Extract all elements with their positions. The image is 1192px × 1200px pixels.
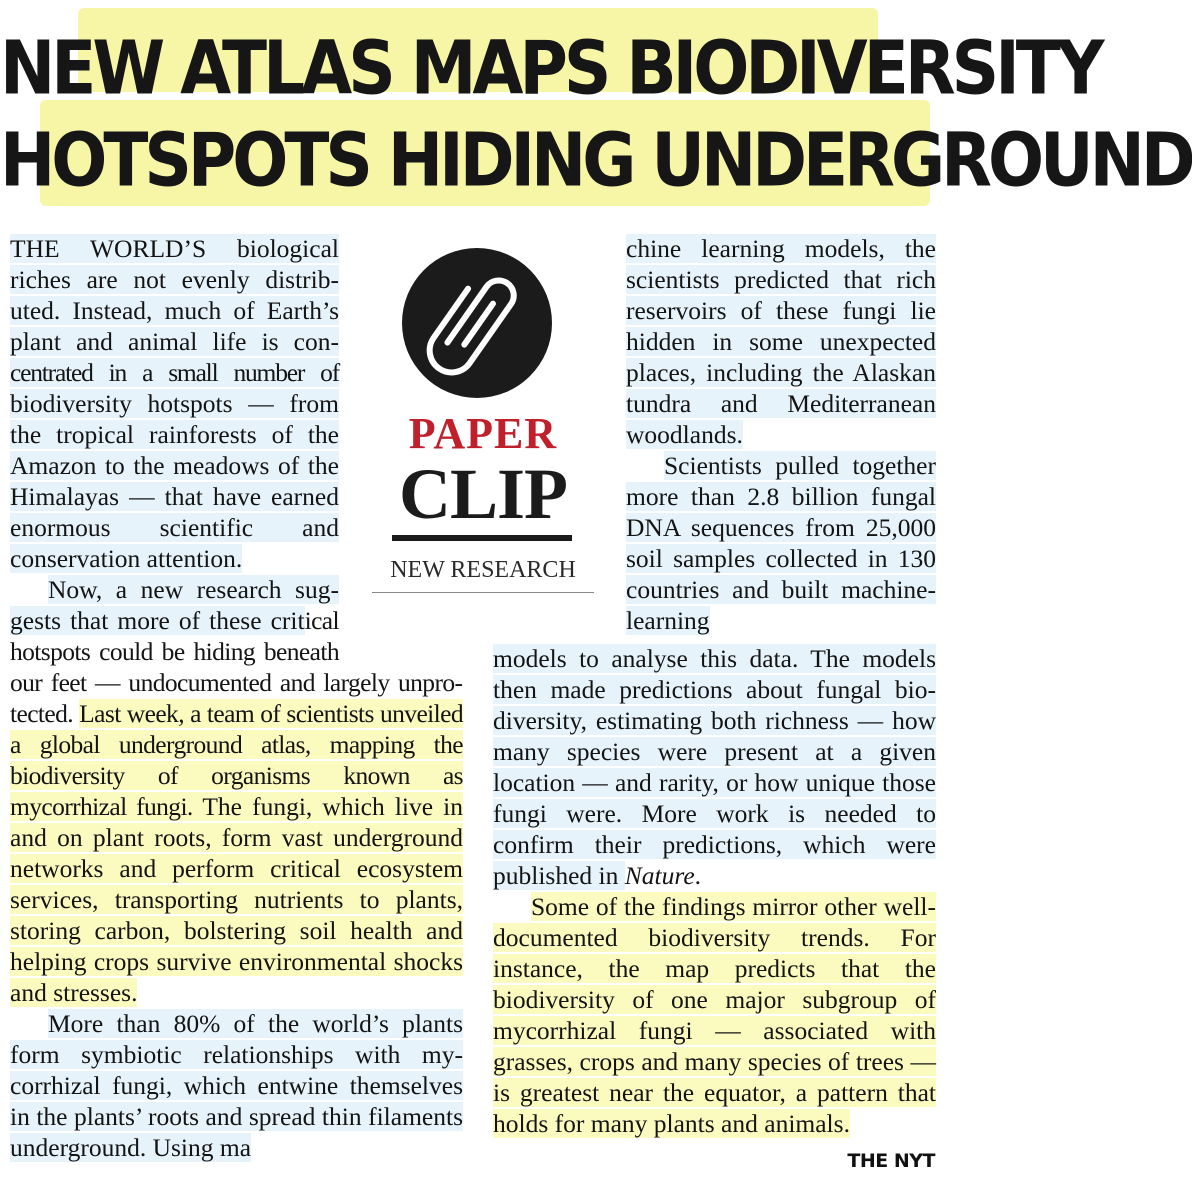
article-paragraph-3-continued: chine learning models, the scientists predicted that rich reservoirs of these fungi lie hidden in some unexpected places, including the Alaskan tundra and Mediterranean woodlands. (626, 234, 936, 449)
article-column-right-top (626, 233, 936, 645)
article-paragraph-3: More than 80% of the world’s plants form symbiotic relationships with mycorrhizal fungi, which entwine themselves in the plants’ roots and spread thin filaments underground. Using ma (10, 1009, 463, 1162)
article-paragraph-4-continued: models to analyse this data. The models then made predictions about fungal biodiversity, estimating both richness — how many species were present at a given location — and rarity, or how unique those fungi were. More work is needed to confirm their predictions, which were published in Nature. (493, 644, 936, 890)
logo-word-clip: CLIP (398, 454, 568, 534)
source-credit: THE NYT (847, 1150, 935, 1172)
article-paragraph-4: Scientists pulled together more than 2.8 billion fungal DNA sequences from 25,000 soil samples collected in 130 countries and built machine-learning (626, 451, 936, 635)
article-column-right-bottom (493, 643, 936, 1143)
logo-subtitle: NEW RESEARCH (390, 557, 576, 583)
article-column-left (10, 233, 463, 1178)
logo-word-paper: PAPER (408, 409, 558, 458)
journal-name: Nature (624, 861, 695, 890)
article-paragraph-2: Now, a new research suggests that more of these critical hotspots could be hiding beneath our feet — undocumented and largely unprotected. Last week, a team of scientists unveiled a global underground atlas, mapping the biodiversity of organisms known as mycorrhizal fungi. The fungi, which live in and on plant roots, form vast underground networks and perform critical ecosystem services, transporting nutrients to plants, storing carbon, bolstering soil health and helping crops survive environmental shocks and stresses. (10, 575, 463, 1007)
headline-line-1: NEW ATLAS MAPS BIODIVERSITY (0, 25, 1101, 112)
article-paragraph-1: THE WORLD’S biological riches are not evenly distributed. Instead, much of Earth’s plant and animal life is concentrated in a small number of biodiversity hotspots — from the tropical rainforests of the Amazon to the meadows of the Himalayas — that have earned enormous scientific and conservation attention. (10, 234, 339, 573)
headline-line-2: HOTSPOTS HIDING UNDERGROUND (0, 117, 1192, 204)
article-paragraph-5: Some of the findings mirror other well-documented biodiversity trends. For instance, the map predicts that the biodiversity of one major subgroup of mycorrhizal fungi — associated with grasses, crops and many species of trees — is greatest near the equator, a pattern that holds for many plants and animals. (493, 892, 936, 1138)
